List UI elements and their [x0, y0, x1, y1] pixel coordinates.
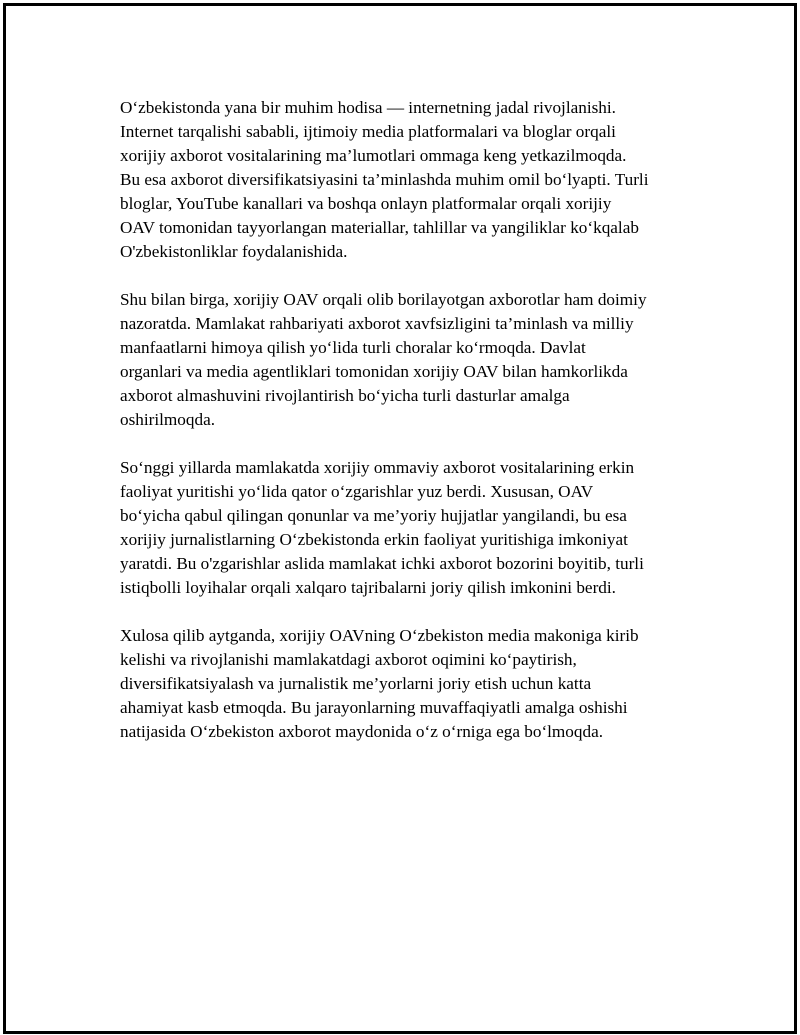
text-line: xorijiy axborot vositalarining ma’lumotlari ommaga keng yetkazilmoqda.	[120, 146, 627, 165]
paragraph-1	[120, 96, 710, 264]
text-line: bloglar, YouTube kanallari va boshqa onlayn platformalar orqali xorijiy	[120, 194, 612, 213]
text-line: nazoratda. Mamlakat rahbariyati axborot xavfsizligini ta’minlash va milliy	[120, 314, 634, 333]
text-line: ahamiyat kasb etmoqda. Bu jarayonlarning muvaffaqiyatli amalga oshishi	[120, 698, 628, 717]
text-line: xorijiy jurnalistlarning O‘zbekistonda erkin faoliyat yuritishiga imkoniyat	[120, 530, 628, 549]
text-line: So‘nggi yillarda mamlakatda xorijiy ommaviy axborot vositalarining erkin	[120, 458, 635, 477]
text-line: yaratdi. Bu o'zgarishlar aslida mamlakat ichki axborot bozorini boyitib, turli	[120, 554, 644, 573]
document-body	[120, 96, 710, 768]
text-line: Internet tarqalishi sababli, ijtimoiy media platformalari va bloglar orqali	[120, 122, 616, 141]
text-line: kelishi va rivojlanishi mamlakatdagi axborot oqimini ko‘paytirish,	[120, 650, 577, 669]
text-line: manfaatlarni himoya qilish yo‘lida turli choralar ko‘rmoqda. Davlat	[120, 338, 586, 357]
text-line: Xulosa qilib aytganda, xorijiy OAVning O‘zbekiston media makoniga kirib	[120, 626, 639, 645]
text-line: istiqbolli loyihalar orqali xalqaro tajribalarni joriy qilish imkonini berdi.	[120, 578, 616, 597]
text-line: axborot almashuvini rivojlantirish bo‘yicha turli dasturlar amalga	[120, 386, 570, 405]
text-line: faoliyat yuritishi yo‘lida qator o‘zgarishlar yuz berdi. Xususan, OAV	[120, 482, 594, 501]
text-line: diversifikatsiyalash va jurnalistik me’yorlarni joriy etish uchun katta	[120, 674, 592, 693]
text-line: bo‘yicha qabul qilingan qonunlar va me’yoriy hujjatlar yangilandi, bu esa	[120, 506, 627, 525]
text-line: oshirilmoqda.	[120, 410, 216, 429]
text-line: O'zbekistonliklar foydalanishida.	[120, 242, 348, 261]
page-frame	[3, 3, 797, 1034]
paragraph-3	[120, 456, 710, 600]
text-line: natijasida O‘zbekiston axborot maydonida o‘z o‘rniga ega bo‘lmoqda.	[120, 722, 604, 741]
text-line: OAV tomonidan tayyorlangan materiallar, tahlillar va yangiliklar ko‘kqalab	[120, 218, 639, 237]
text-line: organlari va media agentliklari tomonidan xorijiy OAV bilan hamkorlikda	[120, 362, 628, 381]
text-line: Bu esa axborot diversifikatsiyasini ta’minlashda muhim omil bo‘lyapti. Turli	[120, 170, 649, 189]
text-line: Shu bilan birga, xorijiy OAV orqali olib borilayotgan axborotlar ham doimiy	[120, 290, 647, 309]
text-line: O‘zbekistonda yana bir muhim hodisa — internetning jadal rivojlanishi.	[120, 98, 616, 117]
paragraph-2	[120, 288, 710, 432]
paragraph-4	[120, 624, 710, 744]
